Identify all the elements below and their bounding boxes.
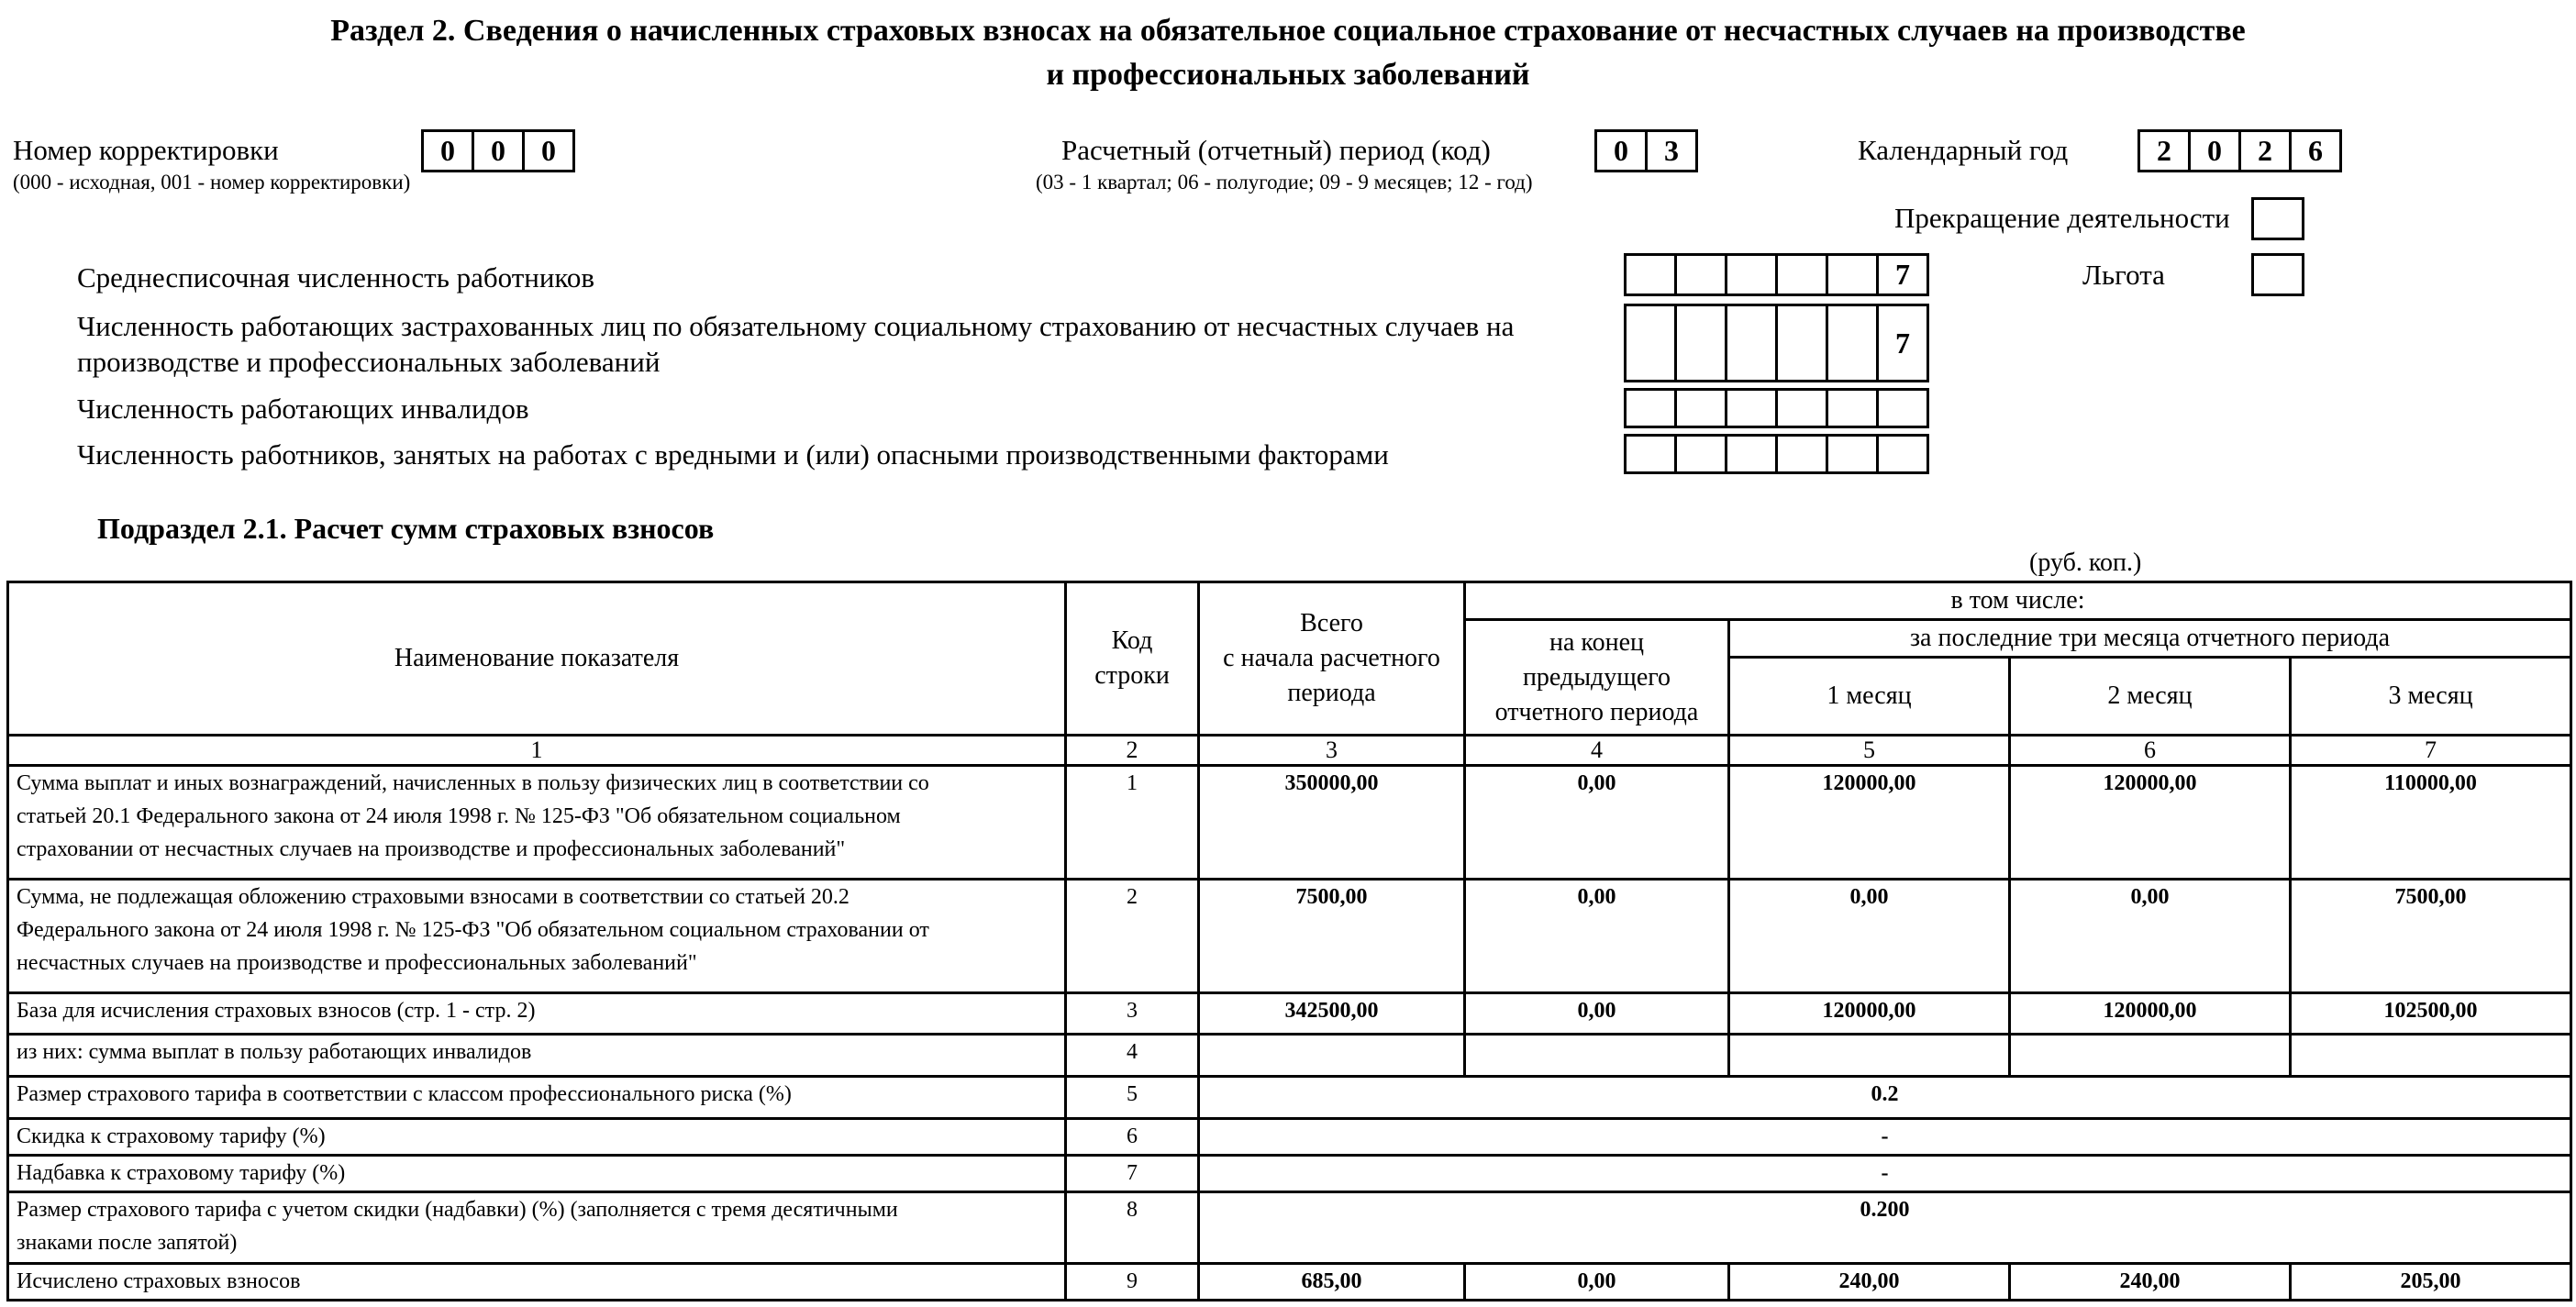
table-row bbox=[8, 880, 2571, 993]
headcount-digit[interactable] bbox=[1727, 388, 1778, 428]
row-code: 5 bbox=[1066, 1077, 1199, 1119]
column-number: 4 bbox=[1465, 736, 1729, 766]
headcount-digit[interactable] bbox=[1828, 434, 1879, 474]
cell-tariff-discount[interactable]: - bbox=[1199, 1119, 2571, 1156]
benefit-label: Льгота bbox=[2082, 259, 2165, 291]
headcount-digit[interactable]: 7 bbox=[1879, 253, 1929, 296]
header-line-code bbox=[1066, 582, 1199, 736]
headcount-digit[interactable] bbox=[1727, 304, 1778, 382]
row-name-line: Размер страхового тарифа с учетом скидки (надбавки) (%) (заполняется с тремя десятичными bbox=[17, 1198, 898, 1222]
row-name-line: База для исчисления страховых взносов (стр. 1 - стр. 2) bbox=[17, 999, 536, 1023]
column-number: 1 bbox=[8, 736, 1066, 766]
headcount-insured-label-2: производстве и профессиональных заболеваний bbox=[77, 346, 661, 378]
cell-month-3[interactable]: 102500,00 bbox=[2291, 993, 2571, 1035]
correction-hint: (000 - исходная, 001 - номер корректировки) bbox=[13, 171, 411, 194]
headcount-digit[interactable] bbox=[1677, 388, 1727, 428]
cell-total[interactable]: 342500,00 bbox=[1199, 993, 1465, 1035]
section-title-line2: и профессиональных заболеваний bbox=[1046, 58, 1530, 92]
row-name-line: Сумма, не подлежащая обложению страховыми взносами в соответствии со статьей 20.2 bbox=[17, 885, 849, 909]
header-total-line2: с начала расчетного bbox=[1223, 644, 1440, 672]
row-name bbox=[8, 766, 1066, 880]
period-label: Расчетный (отчетный) период (код) bbox=[1061, 134, 1491, 166]
cell-month-3[interactable]: 7500,00 bbox=[2291, 880, 2571, 993]
headcount-digit[interactable] bbox=[1727, 253, 1778, 296]
cell-previous[interactable]: 0,00 bbox=[1465, 993, 1729, 1035]
row-name-line: несчастных случаев на производстве и профессиональных заболеваний" bbox=[17, 951, 697, 975]
cell-tariff-adjusted[interactable]: 0.200 bbox=[1199, 1192, 2571, 1264]
year-digit[interactable]: 2 bbox=[2241, 129, 2292, 172]
headcount-digit[interactable] bbox=[1627, 388, 1677, 428]
row-name-line: страховании от несчастных случаев на производстве и профессиональных заболеваний" bbox=[17, 837, 846, 861]
row-name-line: знаками после запятой) bbox=[17, 1231, 238, 1255]
cell-month-2[interactable]: 0,00 bbox=[2010, 880, 2291, 993]
column-number: 6 bbox=[2010, 736, 2291, 766]
row-name bbox=[8, 1077, 1066, 1119]
row-code: 2 bbox=[1066, 880, 1199, 993]
headcount-average-label: Среднесписочная численность работников bbox=[77, 261, 595, 294]
header-month-3: 3 месяц bbox=[2291, 658, 2571, 736]
header-prev-line1: на конец bbox=[1549, 627, 1644, 657]
headcount-digit[interactable] bbox=[1677, 253, 1727, 296]
table-row bbox=[8, 1156, 2571, 1192]
correction-digit[interactable]: 0 bbox=[474, 129, 525, 172]
table-row bbox=[8, 766, 2571, 880]
header-total-line1: Всего bbox=[1300, 609, 1363, 637]
cell-month-2[interactable]: 120000,00 bbox=[2010, 766, 2291, 880]
row-name bbox=[8, 1264, 1066, 1301]
row-code: 3 bbox=[1066, 993, 1199, 1035]
row-name-line: Надбавка к страховому тарифу (%) bbox=[17, 1161, 346, 1185]
section-title-line1: Раздел 2. Сведения о начисленных страховых взносах на обязательное социальное страхование от несчастных случаев на производстве bbox=[330, 14, 2246, 48]
headcount-digit[interactable] bbox=[1778, 253, 1828, 296]
cell-month-3[interactable]: 205,00 bbox=[2291, 1264, 2571, 1301]
calendar-year-field[interactable] bbox=[2137, 129, 2342, 172]
cell-previous[interactable]: 0,00 bbox=[1465, 1264, 1729, 1301]
row-code: 1 bbox=[1066, 766, 1199, 880]
header-month-1: 1 месяц bbox=[1729, 658, 2010, 736]
row-name-line: Размер страхового тарифа в соответствии с классом профессионального риска (%) bbox=[17, 1082, 792, 1106]
period-hint: (03 - 1 квартал; 06 - полугодие; 09 - 9 месяцев; 12 - год) bbox=[1036, 171, 1533, 194]
header-previous-period bbox=[1465, 620, 1729, 736]
period-digit[interactable]: 3 bbox=[1648, 129, 1698, 172]
table-row bbox=[8, 1035, 2571, 1077]
benefit-checkbox[interactable] bbox=[2251, 253, 2304, 296]
cell-month-2[interactable]: 120000,00 bbox=[2010, 993, 2291, 1035]
row-name bbox=[8, 880, 1066, 993]
header-code-line2: строки bbox=[1094, 661, 1170, 690]
row-code: 9 bbox=[1066, 1264, 1199, 1301]
header-code-line1: Код bbox=[1111, 626, 1153, 655]
cell-total[interactable]: 685,00 bbox=[1199, 1264, 1465, 1301]
table-row bbox=[8, 1192, 2571, 1264]
header-last-three-months: за последние три месяца отчетного периода bbox=[1729, 620, 2571, 658]
headcount-digit[interactable] bbox=[1828, 304, 1879, 382]
cell-month-2[interactable]: 240,00 bbox=[2010, 1264, 2291, 1301]
column-number: 5 bbox=[1729, 736, 2010, 766]
table-row bbox=[8, 993, 2571, 1035]
headcount-average-field[interactable] bbox=[1624, 253, 1929, 296]
headcount-digit[interactable] bbox=[1727, 434, 1778, 474]
row-name-line: из них: сумма выплат в пользу работающих инвалидов bbox=[17, 1040, 532, 1064]
headcount-disabled-field[interactable] bbox=[1624, 388, 1929, 428]
header-including: в том числе: bbox=[1465, 582, 2571, 620]
headcount-disabled-label: Численность работающих инвалидов bbox=[77, 393, 529, 425]
headcount-insured-label: Численность работающих застрахованных лиц по обязательному социальному страхованию от несчастных случаев на bbox=[77, 310, 1515, 342]
headcount-digit[interactable] bbox=[1627, 253, 1677, 296]
cell-month-2[interactable] bbox=[2010, 1035, 2291, 1077]
cell-month-3[interactable]: 110000,00 bbox=[2291, 766, 2571, 880]
cell-previous[interactable]: 0,00 bbox=[1465, 880, 1729, 993]
row-name bbox=[8, 1035, 1066, 1077]
cell-month-1[interactable]: 120000,00 bbox=[1729, 993, 2010, 1035]
headcount-hazardous-label: Численность работников, занятых на работах с вредными и (или) опасными производственными факторами bbox=[77, 438, 1389, 471]
cell-total[interactable]: 350000,00 bbox=[1199, 766, 1465, 880]
row-code: 6 bbox=[1066, 1119, 1199, 1156]
cell-previous[interactable]: 0,00 bbox=[1465, 766, 1729, 880]
header-total-line3: периода bbox=[1287, 679, 1376, 707]
period-code-field[interactable] bbox=[1594, 129, 1698, 172]
headcount-digit[interactable] bbox=[1627, 434, 1677, 474]
headcount-digit[interactable] bbox=[1627, 304, 1677, 382]
row-code: 7 bbox=[1066, 1156, 1199, 1192]
units-note: (руб. коп.) bbox=[2029, 548, 2142, 577]
cell-month-1[interactable]: 0,00 bbox=[1729, 880, 2010, 993]
column-number: 2 bbox=[1066, 736, 1199, 766]
cell-month-1[interactable]: 240,00 bbox=[1729, 1264, 2010, 1301]
cell-total[interactable]: 7500,00 bbox=[1199, 880, 1465, 993]
headcount-digit[interactable] bbox=[1778, 434, 1828, 474]
period-digit[interactable]: 0 bbox=[1597, 129, 1648, 172]
year-digit[interactable]: 6 bbox=[2292, 129, 2342, 172]
row-name bbox=[8, 993, 1066, 1035]
header-total bbox=[1199, 582, 1465, 736]
cell-month-1[interactable] bbox=[1729, 1035, 2010, 1077]
year-digit[interactable]: 0 bbox=[2191, 129, 2241, 172]
contributions-table bbox=[6, 581, 2572, 1301]
headcount-digit[interactable] bbox=[1778, 304, 1828, 382]
correction-label: Номер корректировки bbox=[13, 134, 279, 166]
row-code: 4 bbox=[1066, 1035, 1199, 1077]
table-row bbox=[8, 1119, 2571, 1156]
row-name bbox=[8, 1192, 1066, 1264]
header-prev-line3: отчетного периода bbox=[1494, 697, 1699, 726]
cell-tariff-rate[interactable]: 0.2 bbox=[1199, 1077, 2571, 1119]
row-name-line: Исчислено страховых взносов bbox=[17, 1269, 301, 1293]
headcount-digit[interactable] bbox=[1879, 434, 1929, 474]
row-name-line: статьей 20.1 Федерального закона от 24 июля 1998 г. № 125-ФЗ "Об обязательном социальном bbox=[17, 804, 901, 828]
table-row bbox=[8, 1077, 2571, 1119]
correction-number-field[interactable] bbox=[421, 129, 575, 172]
cell-tariff-surcharge[interactable]: - bbox=[1199, 1156, 2571, 1192]
header-indicator-name: Наименование показателя bbox=[8, 582, 1066, 736]
header-month-2: 2 месяц bbox=[2010, 658, 2291, 736]
year-label: Календарный год bbox=[1858, 134, 2069, 166]
correction-digit[interactable]: 0 bbox=[525, 129, 575, 172]
row-name bbox=[8, 1156, 1066, 1192]
headcount-hazardous-field[interactable] bbox=[1624, 434, 1929, 474]
row-code: 8 bbox=[1066, 1192, 1199, 1264]
cell-previous[interactable] bbox=[1465, 1035, 1729, 1077]
year-digit[interactable]: 2 bbox=[2140, 129, 2191, 172]
header-prev-line2: предыдущего bbox=[1522, 662, 1671, 692]
headcount-digit[interactable]: 7 bbox=[1879, 304, 1929, 382]
termination-label: Прекращение деятельности bbox=[1894, 202, 2230, 234]
row-name-line: Скидка к страховому тарифу (%) bbox=[17, 1124, 326, 1148]
table-row bbox=[8, 1264, 2571, 1301]
cell-total[interactable] bbox=[1199, 1035, 1465, 1077]
column-number: 7 bbox=[2291, 736, 2571, 766]
termination-checkbox[interactable] bbox=[2251, 197, 2304, 240]
row-name-line: Сумма выплат и иных вознаграждений, начисленных в пользу физических лиц в соответствии со bbox=[17, 771, 929, 795]
subsection-title: Подраздел 2.1. Расчет сумм страховых взносов bbox=[97, 512, 715, 545]
cell-month-3[interactable] bbox=[2291, 1035, 2571, 1077]
headcount-insured-field[interactable] bbox=[1624, 304, 1929, 382]
headcount-digit[interactable] bbox=[1828, 388, 1879, 428]
row-name-line: Федерального закона от 24 июля 1998 г. № 125-ФЗ "Об обязательном социальном страховании от bbox=[17, 918, 929, 942]
headcount-digit[interactable] bbox=[1677, 434, 1727, 474]
correction-digit[interactable]: 0 bbox=[424, 129, 474, 172]
cell-month-1[interactable]: 120000,00 bbox=[1729, 766, 2010, 880]
headcount-digit[interactable] bbox=[1828, 253, 1879, 296]
headcount-digit[interactable] bbox=[1677, 304, 1727, 382]
column-number: 3 bbox=[1199, 736, 1465, 766]
row-name bbox=[8, 1119, 1066, 1156]
headcount-digit[interactable] bbox=[1879, 388, 1929, 428]
headcount-digit[interactable] bbox=[1778, 388, 1828, 428]
